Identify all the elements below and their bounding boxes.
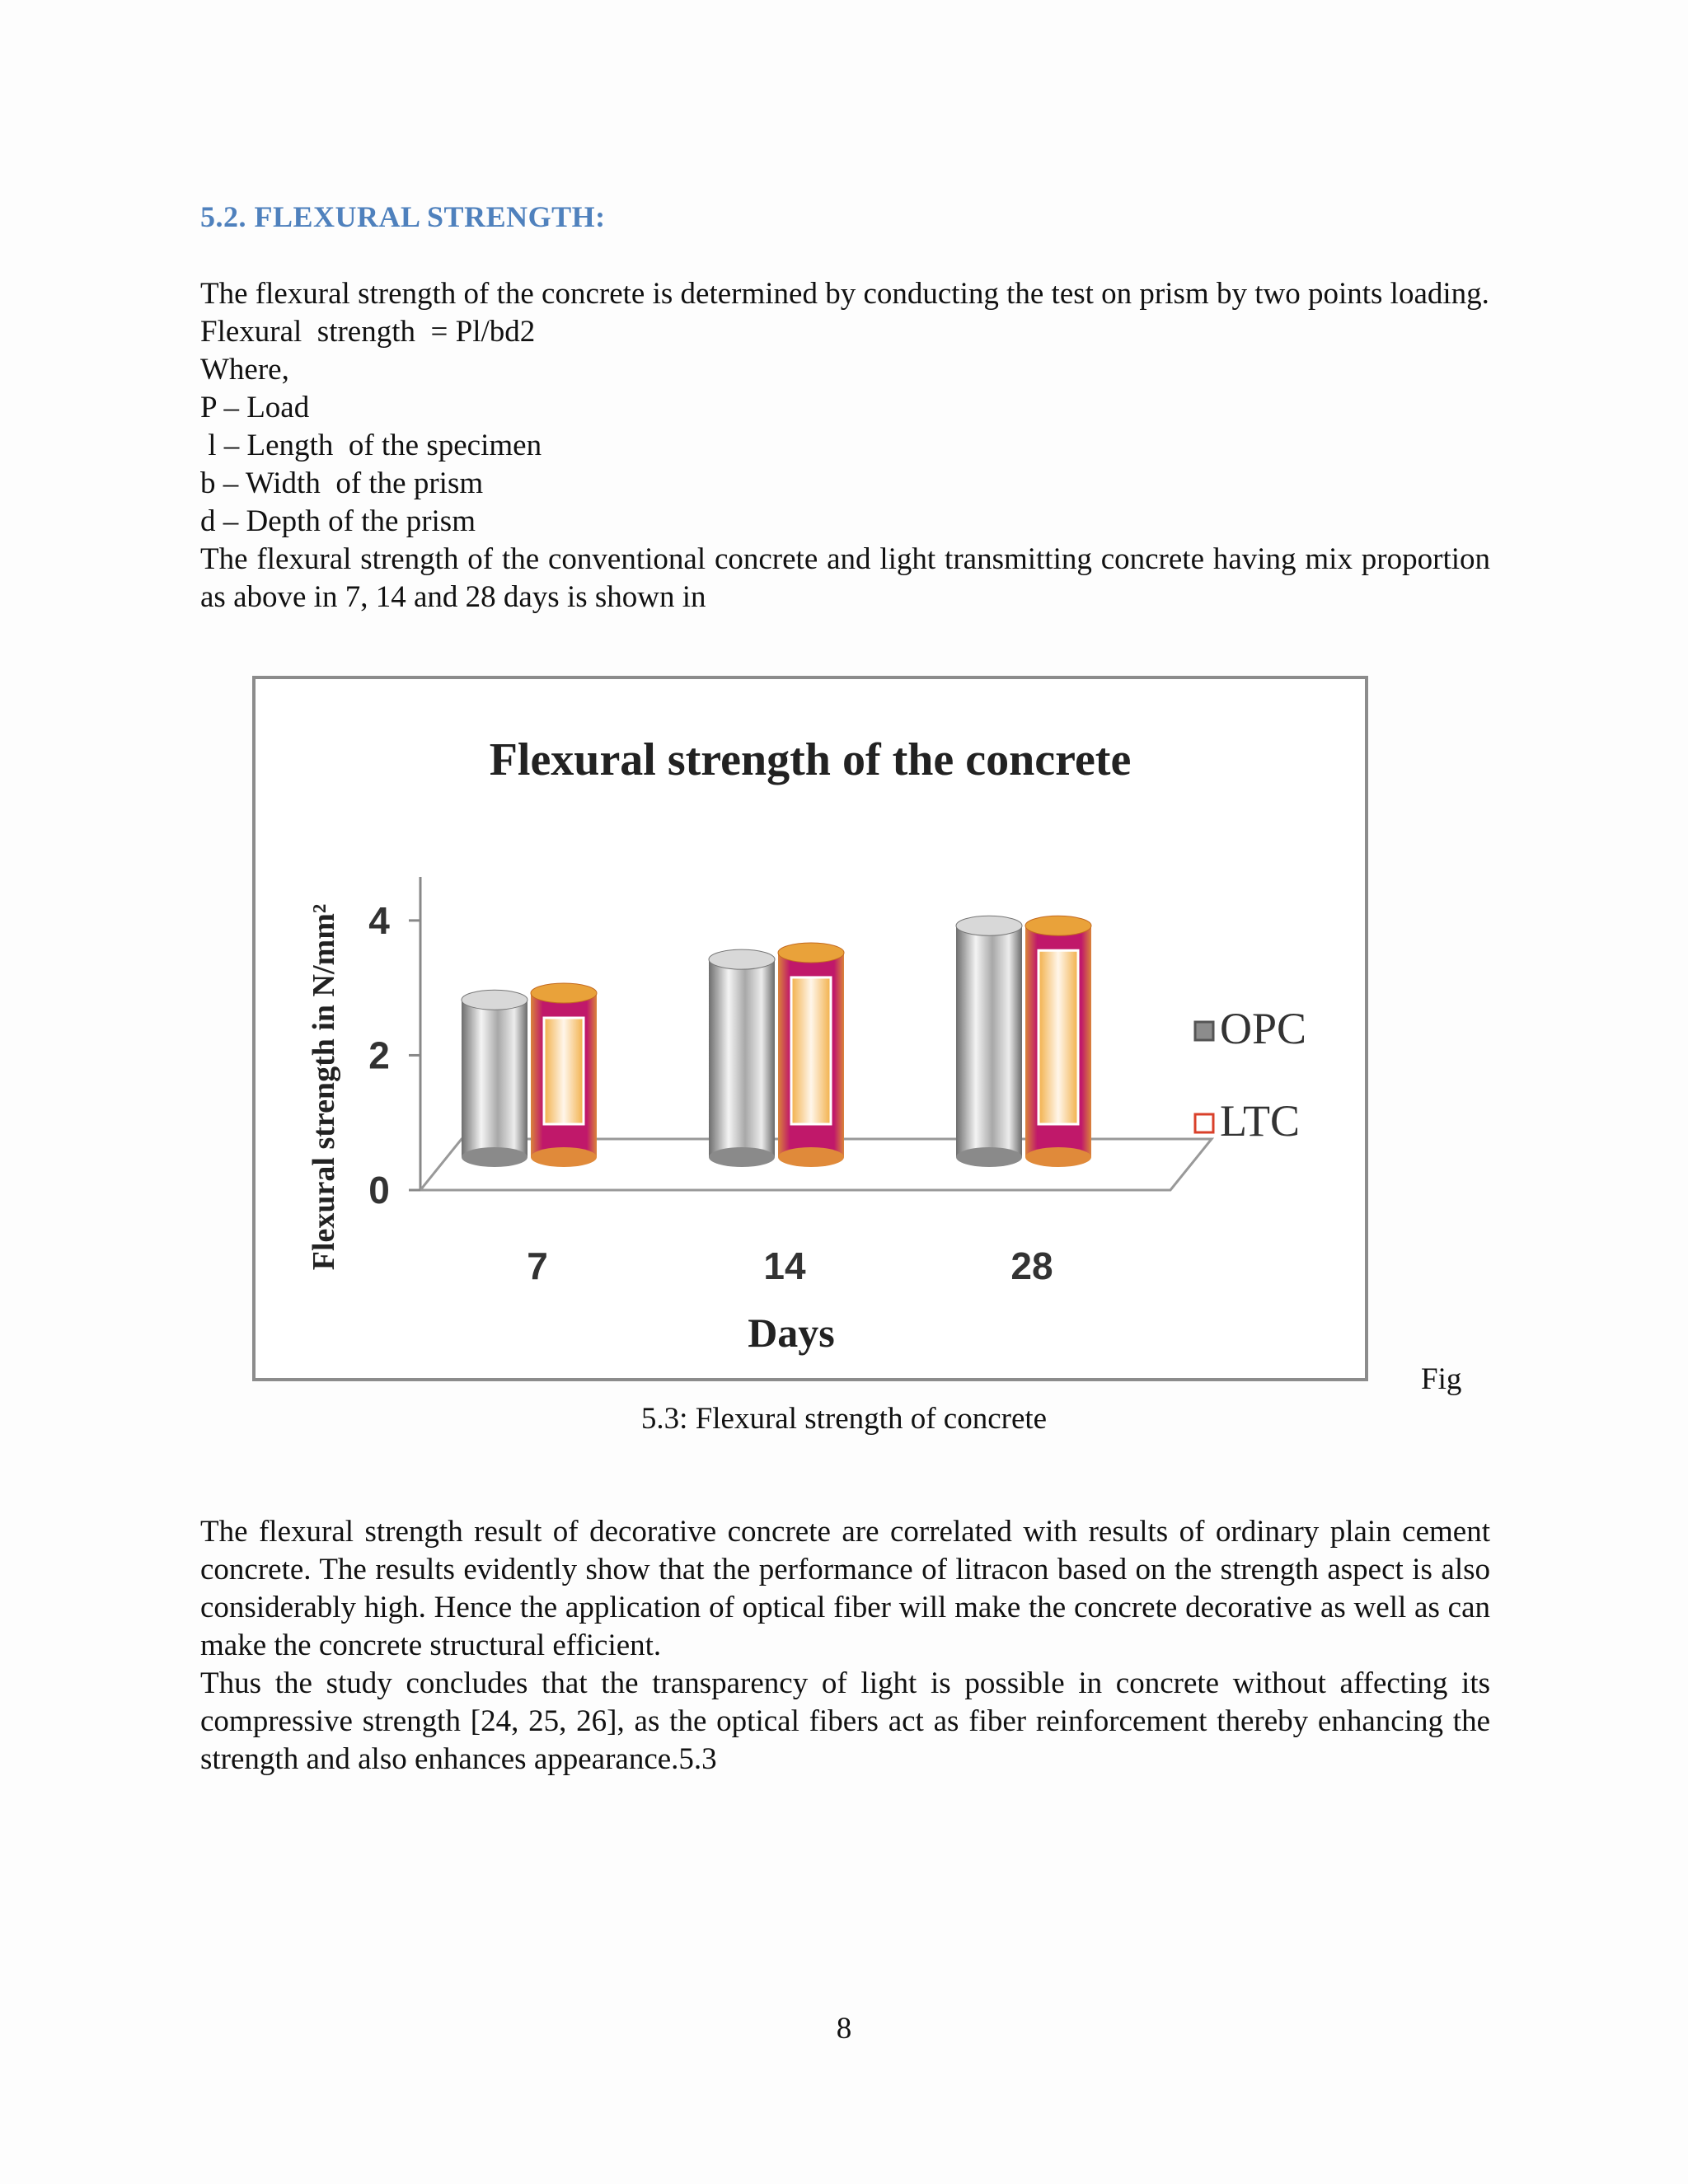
flexural-strength-chart — [256, 679, 1365, 1378]
bar-body — [462, 1000, 528, 1157]
y-tick-label: 2 — [368, 1033, 390, 1077]
bar-body — [709, 959, 775, 1157]
bar-bottom — [778, 1147, 844, 1167]
bar-ltc-28 — [1025, 916, 1091, 1167]
chart-title: Flexural strength of the concrete — [489, 734, 1132, 785]
bar-top — [531, 983, 597, 1003]
page-number: 8 — [836, 2012, 852, 2046]
bar-opc-14 — [709, 949, 775, 1167]
bar-bottom — [462, 1147, 528, 1167]
definition-width: b – Width of the prism — [200, 466, 484, 500]
formula-line: Flexural strength = Pl/bd2 — [200, 315, 536, 349]
legend-label: OPC — [1220, 1004, 1307, 1053]
y-tick-label: 4 — [368, 898, 390, 942]
y-tick-label: 0 — [368, 1169, 390, 1212]
bar-top — [462, 990, 528, 1010]
legend-label: LTC — [1220, 1096, 1301, 1146]
results-paragraph: The flexural strength result of decorative concrete are correlated with results of ordinary plain cement concrete. The results evidently show that the performance of litracon based on the strength aspect is also considerably high. Hence the application of optical fiber will make the concrete decorative as well as can make the concrete structural efficient. — [200, 1515, 1490, 1662]
x-tick-labels — [527, 1244, 1053, 1287]
where-label: Where, — [200, 353, 289, 387]
x-axis-label: Days — [748, 1310, 835, 1356]
bar-bottom — [709, 1147, 775, 1167]
results-text — [200, 1513, 1490, 1779]
x-tick-label: 7 — [527, 1244, 548, 1287]
intro-text — [200, 275, 1490, 616]
y-ticks — [368, 899, 420, 1212]
bar-bottom — [956, 1147, 1022, 1167]
intro-paragraph: The flexural strength of the concrete is determined by conducting the test on prism by two points loading. — [200, 277, 1489, 311]
figure-prefix: Fig — [1421, 1362, 1462, 1396]
bar-top — [778, 943, 844, 963]
definition-length: l – Length of the specimen — [200, 429, 542, 462]
bar-bottom — [1025, 1147, 1091, 1167]
conclusion-paragraph: Thus the study concludes that the transparency of light is possible in concrete without affecting its compressive strength [24, 25, 26], as the optical fibers act as fiber reinforcement thereby enhancing the strength and also enhances appearance.5.3 — [200, 1666, 1490, 1776]
figure-caption: 5.3: Flexural strength of concrete — [640, 1402, 1048, 1436]
bar-body — [956, 926, 1022, 1157]
bar-ltc-14 — [778, 943, 844, 1167]
x-tick-label: 28 — [1010, 1244, 1053, 1287]
bar-bottom — [531, 1147, 597, 1167]
intro-paragraph-2: The flexural strength of the conventional concrete and light transmitting concrete having mix proportion as above in 7, 14 and 28 days is shown in — [200, 542, 1490, 614]
section-heading: 5.2. FLEXURAL STRENGTH: — [200, 200, 606, 233]
bar-opc-7 — [462, 990, 528, 1167]
chart-legend — [1195, 1004, 1306, 1146]
bar-top — [1025, 916, 1091, 935]
bar-top — [709, 949, 775, 969]
definition-load: P – Load — [200, 391, 310, 424]
bars — [462, 916, 1091, 1167]
bar-window — [1039, 950, 1078, 1124]
bar-ltc-7 — [531, 983, 597, 1167]
bar-window — [791, 977, 831, 1124]
bar-opc-28 — [956, 916, 1022, 1167]
definition-depth: d – Depth of the prism — [200, 504, 476, 538]
figure-frame — [252, 676, 1368, 1381]
legend-swatch — [1195, 1022, 1213, 1040]
bar-window — [544, 1018, 584, 1124]
bar-top — [956, 916, 1022, 935]
x-tick-label: 14 — [763, 1244, 806, 1287]
y-axis-label: Flexural strength in N/mm² — [307, 903, 341, 1271]
legend-swatch — [1195, 1114, 1213, 1132]
